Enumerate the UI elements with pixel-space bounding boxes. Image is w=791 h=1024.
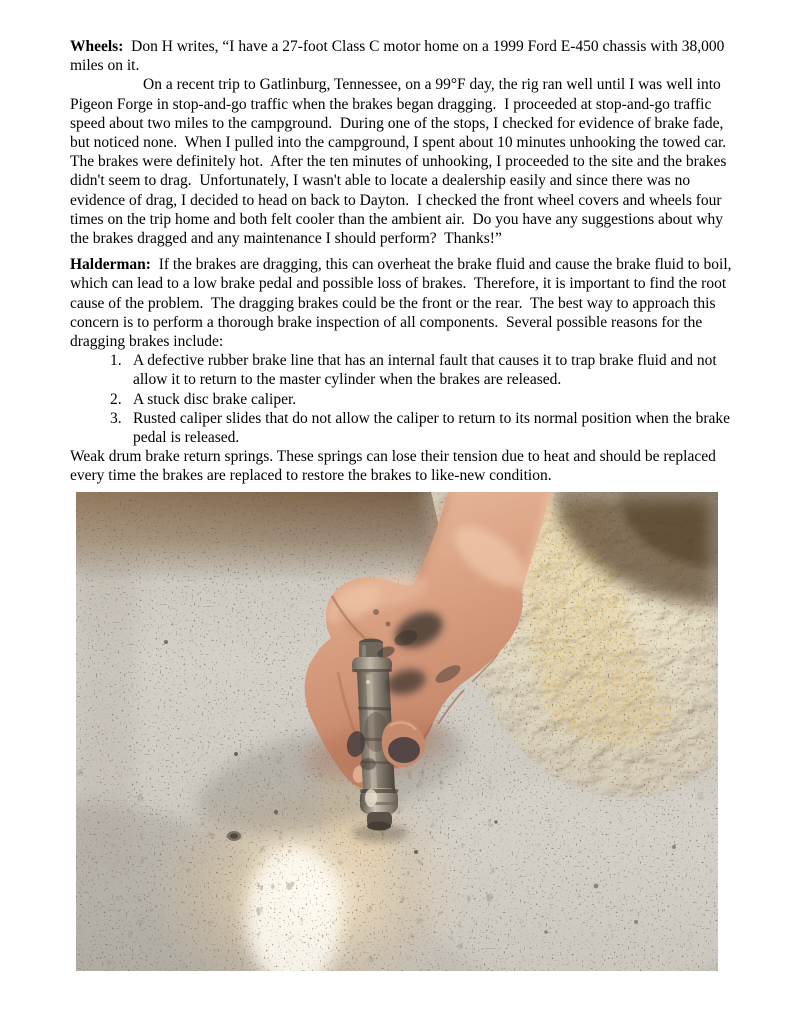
- list-item-text: Rusted caliper slides that do not allow the caliper to return to its normal position when the brake pedal is released.: [133, 409, 734, 447]
- list-item-number: 3.: [110, 409, 122, 427]
- list-item-number: 1.: [110, 352, 122, 370]
- halderman-text: If the brakes are dragging, this can overheat the brake fluid and cause the brake fluid to boil, which can lead to a low brake pedal and possible loss of brakes. Therefore, it is important to find the root cause of the problem. The dragging brakes could be the front or the rear. The best way to approach this concern is to perform a thorough brake inspection of all components. Several possible reasons for the dragging brakes include:: [70, 256, 736, 351]
- photo-canvas: [76, 492, 718, 971]
- list-item: [70, 351, 733, 389]
- closing-paragraph: [70, 447, 733, 485]
- wheels-paragraph: [70, 37, 733, 75]
- closing-text: Weak drum brake return springs. These springs can lose their tension due to heat and should be replaced every time the brakes are replaced to restore the brakes to like-new condition.: [70, 448, 720, 485]
- halderman-label: Halderman:: [70, 256, 151, 274]
- causes-list: [70, 351, 733, 447]
- halderman-paragraph: [70, 255, 736, 351]
- list-item: [70, 390, 733, 409]
- article-photo: [76, 492, 718, 971]
- list-item: [70, 409, 733, 447]
- trip-text: On a recent trip to Gatlinburg, Tennessee, on a 99°F day, the rig ran well until I was well into Pigeon Forge in stop-and-go traffic when the brakes began dragging. I proceeded at stop-and-go traffic speed about two miles to the campground. During one of the stops, I checked for evidence of brake fade, but noticed none. When I pulled into the campground, I spent about 10 minutes unhooking the towed car. The brakes were definitely hot. After the ten minutes of unhooking, I proceeded to the site and the brakes didn't seem to drag. Unfortunately, I wasn't able to locate a dealership easily and since there was no evidence of drag, I decided to head on back to Dayton. I checked the front wheel covers and wheels four times on the trip home and both felt cooler than the ambient air. Do you have any suggestions about why the brakes dragged and any maintenance I should perform? Thanks!”: [70, 76, 734, 248]
- wheels-text: Don H writes, “I have a 27-foot Class C motor home on a 1999 Ford E-450 chassis with 38,000 miles on it.: [70, 38, 729, 75]
- list-item-text: A defective rubber brake line that has an internal fault that causes it to trap brake fluid and not allow it to return to the master cylinder when the brakes are released.: [133, 352, 721, 389]
- list-item-number: 2.: [110, 390, 122, 408]
- list-item-text: A stuck disc brake caliper.: [133, 390, 297, 408]
- document-body: [70, 37, 736, 486]
- wheels-label: Wheels:: [70, 38, 124, 55]
- trip-paragraph: [70, 75, 733, 248]
